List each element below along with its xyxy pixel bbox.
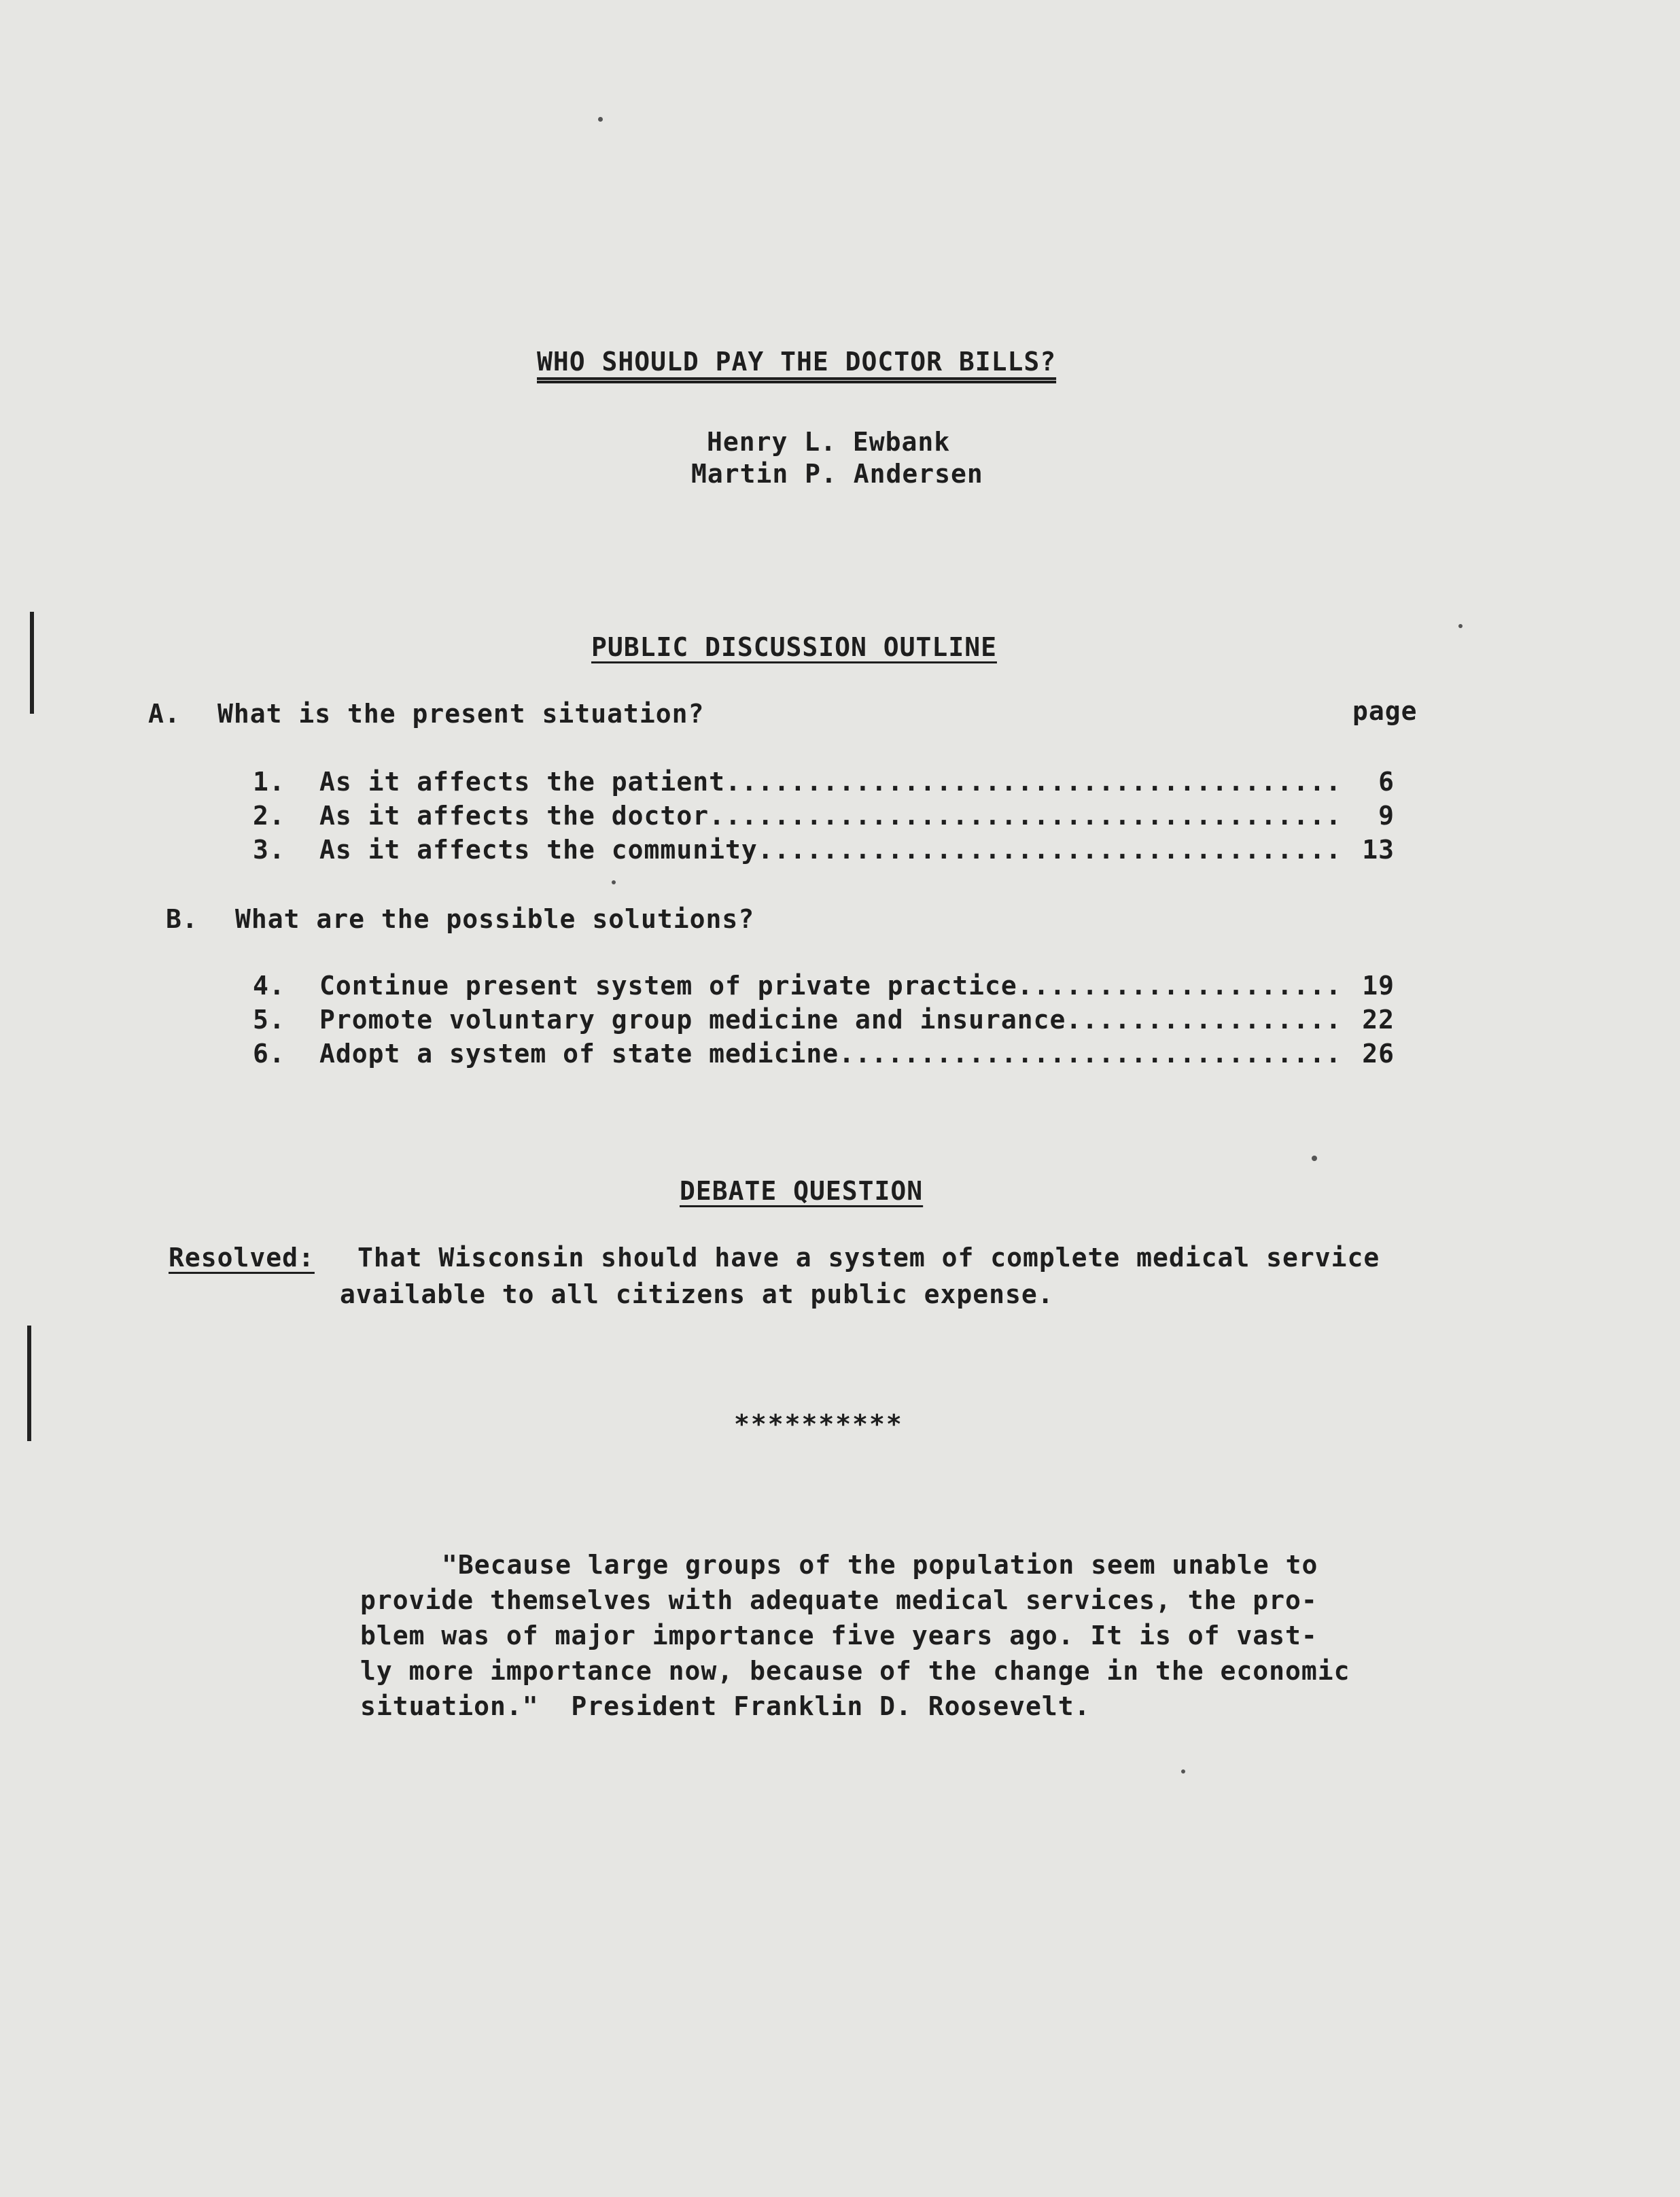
toc-text: Adopt a system of state medicine xyxy=(319,1039,839,1069)
toc-number: 6. xyxy=(253,1039,285,1069)
toc-text: Promote voluntary group medicine and insurance xyxy=(319,1005,1066,1035)
quote-line: blem was of major importance five years ago. It is of vast- xyxy=(360,1621,1318,1650)
paper-speck xyxy=(612,880,616,884)
toc-entry xyxy=(253,971,1395,1001)
toc-leader xyxy=(758,835,1347,865)
document-title: WHO SHOULD PAY THE DOCTOR BILLS? xyxy=(537,347,1057,377)
separator-stars: ********** xyxy=(734,1409,903,1439)
toc-leader xyxy=(709,801,1347,831)
paper-speck xyxy=(1458,624,1463,628)
toc-page: 26 xyxy=(1362,1039,1395,1069)
quote-line: situation." President Franklin D. Roosevelt. xyxy=(360,1691,1091,1721)
page-column-label: page xyxy=(1352,696,1418,726)
toc-page: 13 xyxy=(1362,835,1395,865)
toc-text: As it affects the patient xyxy=(319,767,725,797)
toc-page: 9 xyxy=(1378,801,1395,831)
toc-page: 6 xyxy=(1378,767,1395,797)
toc-number: 5. xyxy=(253,1005,285,1035)
section-letter: B. xyxy=(166,904,198,934)
toc-leader xyxy=(1017,971,1347,1001)
author-name: Henry L. Ewbank xyxy=(707,427,951,457)
author-name: Martin P. Andersen xyxy=(691,459,983,489)
toc-entry xyxy=(253,801,1395,831)
paper-speck xyxy=(1312,1156,1317,1161)
toc-page: 19 xyxy=(1362,971,1395,1001)
toc-number: 3. xyxy=(253,835,285,865)
toc-leader xyxy=(1066,1005,1347,1035)
paper-speck xyxy=(598,117,603,122)
quote-line: ly more importance now, because of the change in the economic xyxy=(360,1656,1350,1686)
toc-page: 22 xyxy=(1362,1005,1395,1035)
section-question: What is the present situation? xyxy=(217,699,705,729)
toc-text: Continue present system of private practice xyxy=(319,971,1017,1001)
toc-entry xyxy=(253,835,1395,865)
resolved-label: Resolved: xyxy=(169,1243,315,1273)
quote-line: "Because large groups of the population seem unable to xyxy=(442,1550,1318,1580)
section-letter: A. xyxy=(148,699,181,729)
toc-entry xyxy=(253,767,1395,797)
outline-heading: PUBLIC DISCUSSION OUTLINE xyxy=(591,632,997,662)
toc-number: 2. xyxy=(253,801,285,831)
toc-text: As it affects the doctor xyxy=(319,801,710,831)
toc-text: As it affects the community xyxy=(319,835,758,865)
toc-entry xyxy=(253,1005,1395,1035)
toc-leader xyxy=(725,767,1347,797)
paper-speck xyxy=(1181,1769,1185,1774)
toc-entry xyxy=(253,1039,1395,1069)
toc-number: 4. xyxy=(253,971,285,1001)
binder-mark xyxy=(30,612,34,714)
section-question: What are the possible solutions? xyxy=(235,904,755,934)
toc-leader xyxy=(839,1039,1347,1069)
binder-mark xyxy=(27,1326,31,1441)
debate-heading: DEBATE QUESTION xyxy=(680,1176,924,1206)
resolution-text: That Wisconsin should have a system of complete medical service xyxy=(357,1243,1380,1273)
resolution-text: available to all citizens at public expense. xyxy=(340,1279,1054,1309)
toc-number: 1. xyxy=(253,767,285,797)
quote-line: provide themselves with adequate medical services, the pro- xyxy=(360,1585,1318,1615)
